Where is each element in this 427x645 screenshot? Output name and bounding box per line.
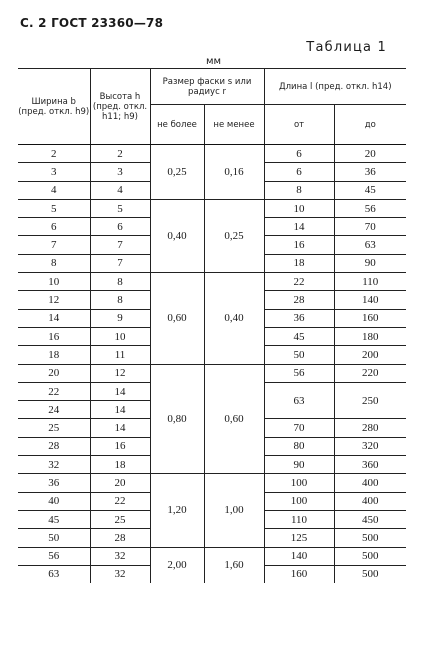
cell-height: 7 <box>90 236 150 254</box>
cell-chamfer-min: 0,16 <box>204 145 264 200</box>
dimensions-table <box>18 68 406 583</box>
col-header-length-from: от <box>264 105 334 145</box>
cell-chamfer-min: 0,40 <box>204 273 264 364</box>
col-header-chamfer-max: не более <box>150 105 204 145</box>
cell-width: 4 <box>18 181 90 199</box>
cell-chamfer-max: 0,40 <box>150 199 204 272</box>
cell-width: 40 <box>18 492 90 510</box>
cell-width: 22 <box>18 382 90 400</box>
cell-width: 2 <box>18 145 90 163</box>
table-row <box>18 145 406 163</box>
cell-height: 16 <box>90 437 150 455</box>
cell-width: 5 <box>18 199 90 217</box>
cell-chamfer-max: 0,60 <box>150 273 204 364</box>
cell-length-from: 45 <box>264 327 334 345</box>
cell-chamfer-min: 0,60 <box>204 364 264 474</box>
cell-length-to: 200 <box>334 346 406 364</box>
table-row <box>18 364 406 382</box>
cell-height: 32 <box>90 565 150 583</box>
cell-chamfer-min: 1,00 <box>204 474 264 547</box>
cell-chamfer-min: 1,60 <box>204 547 264 583</box>
cell-width: 63 <box>18 565 90 583</box>
cell-length-to: 450 <box>334 510 406 528</box>
cell-width: 50 <box>18 529 90 547</box>
cell-length-from: 160 <box>264 565 334 583</box>
table-row <box>18 547 406 565</box>
cell-chamfer-max: 2,00 <box>150 547 204 583</box>
cell-width: 3 <box>18 163 90 181</box>
table-row <box>18 273 406 291</box>
cell-length-to: 500 <box>334 529 406 547</box>
cell-length-from: 18 <box>264 254 334 272</box>
cell-length-from: 28 <box>264 291 334 309</box>
cell-height: 6 <box>90 218 150 236</box>
cell-length-from: 63 <box>264 382 334 419</box>
cell-width: 25 <box>18 419 90 437</box>
table-row <box>18 474 406 492</box>
cell-length-from: 36 <box>264 309 334 327</box>
cell-width: 24 <box>18 401 90 419</box>
cell-height: 32 <box>90 547 150 565</box>
cell-length-to: 250 <box>334 382 406 419</box>
cell-chamfer-max: 1,20 <box>150 474 204 547</box>
cell-length-to: 45 <box>334 181 406 199</box>
cell-length-from: 6 <box>264 145 334 163</box>
cell-length-to: 500 <box>334 565 406 583</box>
cell-width: 20 <box>18 364 90 382</box>
cell-height: 10 <box>90 327 150 345</box>
col-header-height: Высота h (пред. откл. h11; h9) <box>90 69 150 145</box>
cell-length-from: 100 <box>264 474 334 492</box>
cell-length-to: 110 <box>334 273 406 291</box>
col-header-length: Длина l (пред. откл. h14) <box>264 69 406 105</box>
cell-length-from: 100 <box>264 492 334 510</box>
table-row <box>18 199 406 217</box>
cell-length-to: 400 <box>334 492 406 510</box>
cell-width: 18 <box>18 346 90 364</box>
cell-length-from: 80 <box>264 437 334 455</box>
cell-width: 56 <box>18 547 90 565</box>
cell-length-from: 10 <box>264 199 334 217</box>
cell-length-to: 500 <box>334 547 406 565</box>
table-body <box>18 145 406 584</box>
cell-length-to: 70 <box>334 218 406 236</box>
cell-length-to: 20 <box>334 145 406 163</box>
cell-width: 16 <box>18 327 90 345</box>
cell-length-from: 90 <box>264 456 334 474</box>
cell-length-to: 220 <box>334 364 406 382</box>
cell-length-to: 280 <box>334 419 406 437</box>
cell-length-to: 180 <box>334 327 406 345</box>
cell-height: 22 <box>90 492 150 510</box>
cell-length-to: 56 <box>334 199 406 217</box>
cell-length-to: 160 <box>334 309 406 327</box>
cell-height: 14 <box>90 382 150 400</box>
col-header-length-to: до <box>334 105 406 145</box>
cell-length-from: 6 <box>264 163 334 181</box>
cell-height: 5 <box>90 199 150 217</box>
cell-length-from: 70 <box>264 419 334 437</box>
cell-length-to: 400 <box>334 474 406 492</box>
cell-chamfer-max: 0,25 <box>150 145 204 200</box>
cell-height: 3 <box>90 163 150 181</box>
col-header-width: Ширина b (пред. откл. h9) <box>18 69 90 145</box>
cell-height: 4 <box>90 181 150 199</box>
cell-height: 2 <box>90 145 150 163</box>
cell-length-from: 125 <box>264 529 334 547</box>
cell-length-from: 50 <box>264 346 334 364</box>
cell-height: 18 <box>90 456 150 474</box>
cell-length-to: 320 <box>334 437 406 455</box>
cell-height: 14 <box>90 419 150 437</box>
cell-width: 8 <box>18 254 90 272</box>
cell-height: 25 <box>90 510 150 528</box>
cell-length-from: 14 <box>264 218 334 236</box>
cell-height: 9 <box>90 309 150 327</box>
cell-width: 6 <box>18 218 90 236</box>
cell-length-from: 16 <box>264 236 334 254</box>
cell-width: 10 <box>18 273 90 291</box>
cell-length-from: 22 <box>264 273 334 291</box>
cell-width: 45 <box>18 510 90 528</box>
cell-length-from: 56 <box>264 364 334 382</box>
units-label: мм <box>205 56 222 67</box>
cell-length-from: 110 <box>264 510 334 528</box>
page-header: С. 2 ГОСТ 23360—78 <box>20 16 164 30</box>
cell-length-to: 360 <box>334 456 406 474</box>
cell-length-to: 90 <box>334 254 406 272</box>
cell-height: 11 <box>90 346 150 364</box>
col-header-chamfer-min: не менее <box>204 105 264 145</box>
cell-chamfer-min: 0,25 <box>204 199 264 272</box>
cell-width: 32 <box>18 456 90 474</box>
cell-length-to: 140 <box>334 291 406 309</box>
cell-length-from: 8 <box>264 181 334 199</box>
cell-height: 12 <box>90 364 150 382</box>
cell-chamfer-max: 0,80 <box>150 364 204 474</box>
cell-height: 8 <box>90 291 150 309</box>
cell-width: 14 <box>18 309 90 327</box>
cell-height: 8 <box>90 273 150 291</box>
cell-height: 14 <box>90 401 150 419</box>
cell-width: 7 <box>18 236 90 254</box>
table-title: Таблица 1 <box>306 40 387 55</box>
cell-length-from: 140 <box>264 547 334 565</box>
cell-width: 36 <box>18 474 90 492</box>
cell-width: 12 <box>18 291 90 309</box>
cell-length-to: 36 <box>334 163 406 181</box>
cell-height: 20 <box>90 474 150 492</box>
cell-height: 7 <box>90 254 150 272</box>
cell-width: 28 <box>18 437 90 455</box>
cell-height: 28 <box>90 529 150 547</box>
col-header-chamfer: Размер фаски s или радиус r <box>150 69 264 105</box>
cell-length-to: 63 <box>334 236 406 254</box>
